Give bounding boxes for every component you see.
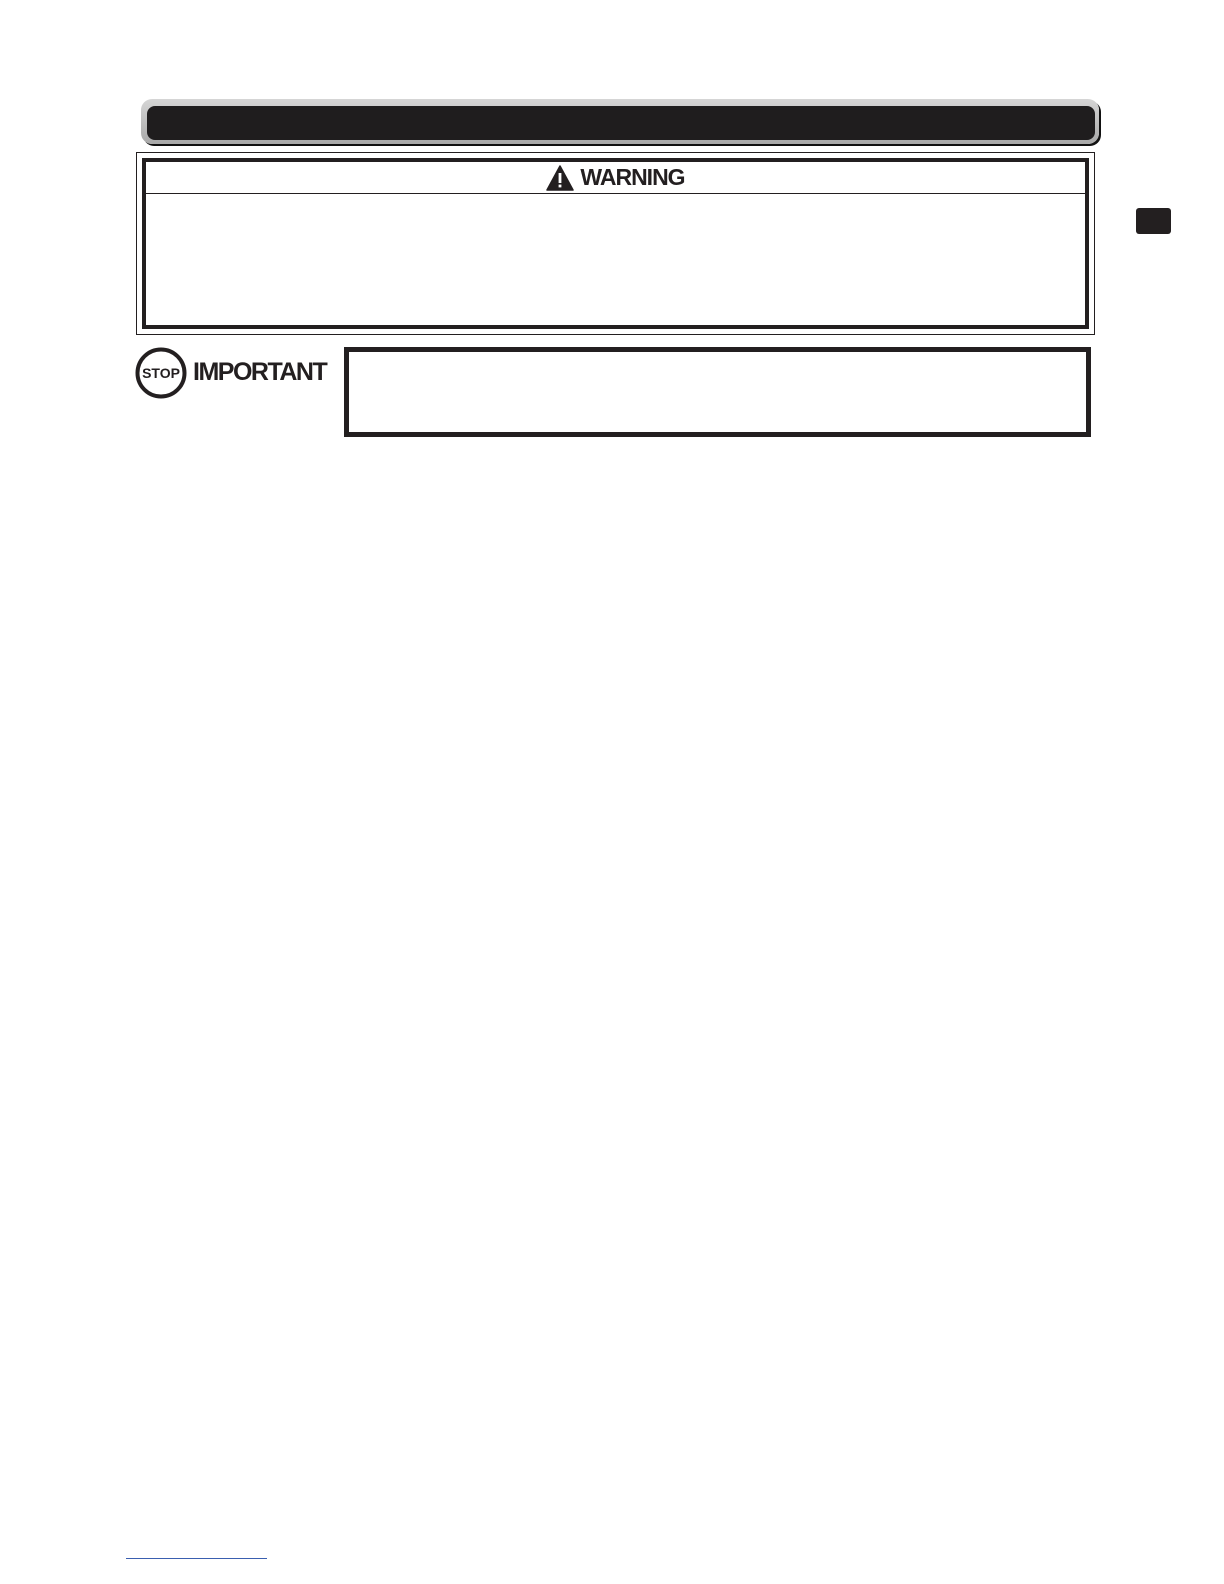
section-header-bar-fill: [147, 106, 1095, 140]
stop-icon-label: STOP: [142, 365, 180, 381]
footer-rule: [126, 1558, 267, 1559]
warning-box: [136, 152, 1095, 335]
important-title: IMPORTANT: [193, 358, 327, 386]
important-box: [344, 347, 1091, 437]
warning-title: WARNING: [580, 164, 685, 190]
warning-header: [146, 162, 1085, 194]
warning-triangle-icon: [546, 165, 574, 191]
stop-icon: [135, 347, 187, 399]
warning-box-inner: [142, 158, 1089, 329]
section-header-bar: [141, 99, 1099, 144]
warning-body: [146, 194, 1085, 325]
side-tab-marker: [1136, 208, 1171, 234]
